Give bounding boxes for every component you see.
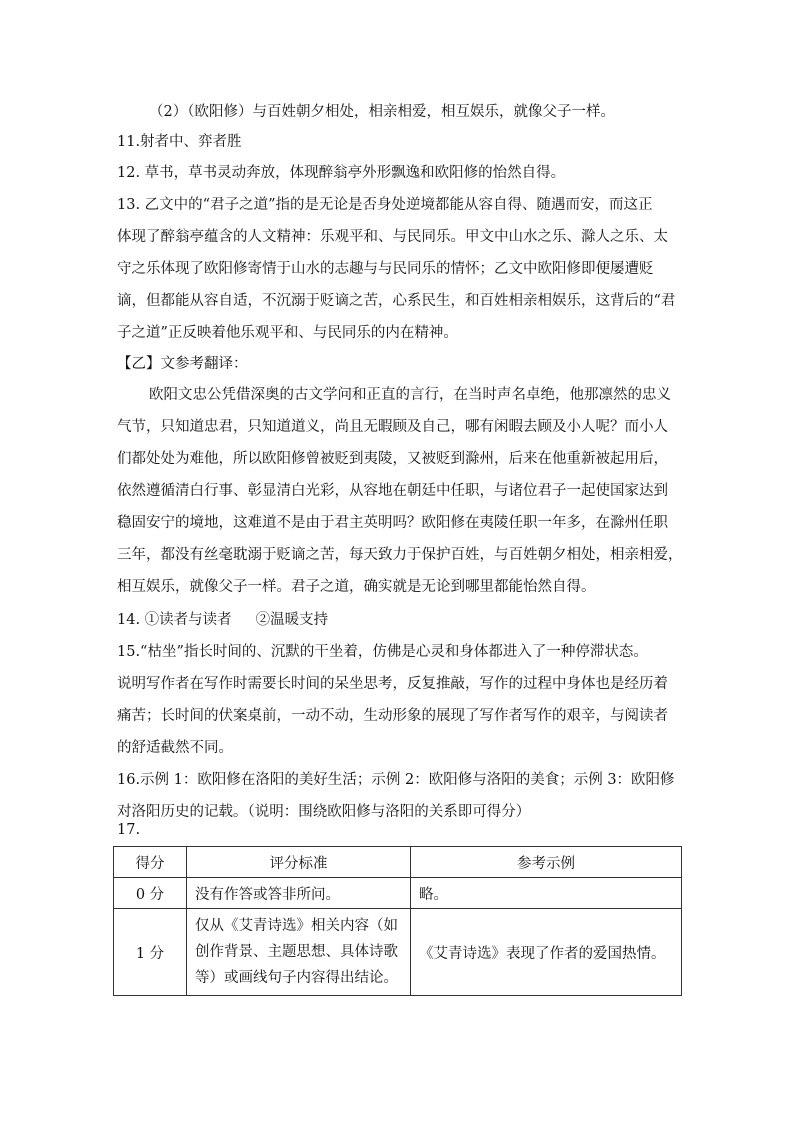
answer-15-line-1: 15.“枯坐”指长时间的、沉默的干坐着，仿佛是心灵和身体都进入了一种停滞状态。 [117,644,648,660]
row-criteria: 没有作答或答非所问。 [187,878,411,909]
translation-line-5: 稳固安宁的境地，这难道不是由于君主英明吗？欧阳修在夷陵任职一年多，在滁州任职 [117,515,668,531]
row-example: 《艾青诗选》表现了作者的爱国热情。 [411,909,682,996]
answer-16-line-2: 对洛阳历史的记载。（说明：围绕欧阳修与洛阳的关系即可得分） [117,804,531,820]
row-example: 略。 [411,878,682,909]
row-score: 1 分 [114,909,187,996]
answer-14-second: ②温暖支持 [255,612,329,628]
table-row [114,878,682,909]
answer-17-label: 17. [117,822,141,838]
answer-13-line-5: 子之道”正反映着他乐观平和、与民同乐的内在精神。 [117,325,458,341]
translation-line-6: 三年，都没有丝毫耽溺于贬谪之苦，每天致力于保护百姓，与百姓朝夕相处，相亲相爱， [117,547,683,563]
translation-heading: 【乙】文参考翻译： [117,356,248,372]
answer-13-line-4: 谪，但都能从容自适，不沉溺于贬谪之苦，心系民生，和百姓相亲相娱乐，这背后的“君 [117,293,676,309]
header-criteria: 评分标准 [187,847,411,878]
answer-13-line-2: 体现了醉翁亭蕴含的人文精神：乐观平和、与民同乐。甲文中山水之乐、滁人之乐、太 [117,229,668,245]
translation-line-7: 相互娱乐，就像父子一样。君子之道，确实就是无论到哪里都能怡然自得。 [117,579,596,595]
answer-15-line-2: 说明写作者在写作时需要长时间的呆坐思考，反复推敲，写作的过程中身体也是经历着 [117,676,668,692]
answer-13-line-1: 13. 乙文中的“君子之道”指的是无论是否身处逆境都能从容自得、随遇而安，而这正 [117,197,653,213]
row-criteria: 仅从《艾青诗选》相关内容（如创作背景、主题思想、具体诗歌等）或画线句子内容得出结论。 [187,909,411,996]
answer-14 [117,605,687,635]
translation-line-2: 气节，只知道忠君，只知道道义，尚且无暇顾及自己，哪有闲暇去顾及小人呢？而小人 [117,419,668,435]
answer-14-first: 14. ①读者与读者 [117,612,232,628]
answer-15-line-3: 痛苦；长时间的伏案桌前，一动不动，生动形象的展现了写作者写作的艰辛，与阅读者 [117,708,668,724]
table-row [114,909,682,996]
answer-11: 11.射者中、弈者胜 [117,134,242,150]
table-header-row [114,847,682,878]
answer-15-line-4: 的舒适截然不同。 [117,740,233,756]
answer-13-line-3: 守之乐体现了欧阳修寄情于山水的志趣与与民同乐的情怀；乙文中欧阳修即便屡遭贬 [117,261,654,277]
answer-12: 12. 草书，草书灵动奔放，体现醉翁亭外形飘逸和欧阳修的怡然自得。 [117,165,566,181]
translation-line-3: 们都处处为难他，所以欧阳修曾被贬到夷陵，又被贬到滁州，后来在他重新被起用后， [117,451,668,467]
translation-line-1: 欧阳文忠公凭借深奥的古文学问和正直的言行，在当时声名卓绝，他那凛然的忠义 [149,387,671,403]
scoring-table [113,846,682,996]
translation-line-4: 依然遵循清白行事、彰显清白光彩，从容地在朝廷中任职，与诸位君子一起使国家达到 [117,483,668,499]
answer-16-line-1: 16.示例 1：欧阳修在洛阳的美好生活；示例 2：欧阳修与洛阳的美食；示例 3：欧阳修 [117,772,675,788]
row-score: 0 分 [114,878,187,909]
answer-10-2: （2）（欧阳修）与百姓朝夕相处，相亲相爱，相互娱乐，就像父子一样。 [149,104,615,120]
header-score: 得分 [114,847,187,878]
header-example: 参考示例 [411,847,682,878]
